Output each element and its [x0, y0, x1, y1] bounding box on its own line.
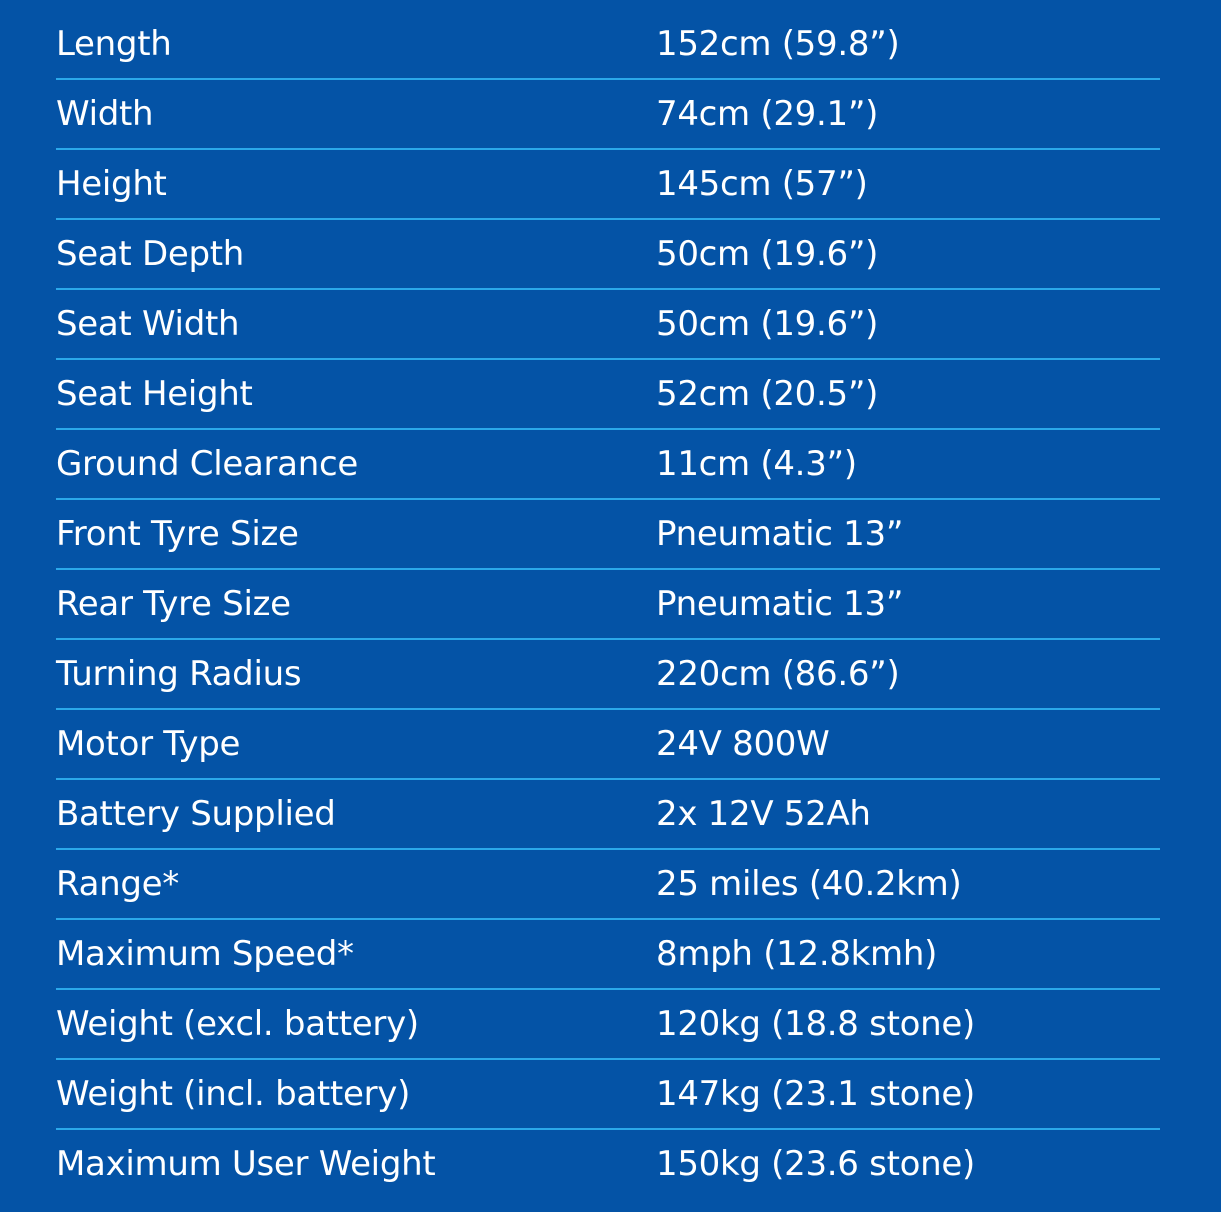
spec-value: Pneumatic 13” — [656, 584, 904, 624]
spec-label: Range* — [56, 864, 179, 904]
spec-row-range — [56, 850, 1160, 920]
spec-row-ground-clearance — [56, 430, 1160, 500]
spec-row-motor-type — [56, 710, 1160, 780]
spec-row-maximum-user-weight — [56, 1130, 1160, 1200]
spec-label: Front Tyre Size — [56, 514, 299, 554]
spec-value: Pneumatic 13” — [656, 514, 904, 554]
spec-label: Length — [56, 24, 172, 64]
spec-label: Weight (excl. battery) — [56, 1004, 419, 1044]
spec-row-height — [56, 150, 1160, 220]
spec-value: 152cm (59.8”) — [656, 24, 900, 64]
spec-label: Maximum Speed* — [56, 934, 354, 974]
spec-table — [56, 10, 1160, 1200]
spec-value: 120kg (18.8 stone) — [656, 1004, 975, 1044]
spec-label: Seat Height — [56, 374, 253, 414]
spec-row-battery-supplied — [56, 780, 1160, 850]
spec-row-length — [56, 10, 1160, 80]
spec-value: 50cm (19.6”) — [656, 234, 879, 274]
spec-value: 25 miles (40.2km) — [656, 864, 962, 904]
spec-label: Seat Width — [56, 304, 240, 344]
spec-value: 50cm (19.6”) — [656, 304, 879, 344]
spec-row-maximum-speed — [56, 920, 1160, 990]
spec-value: 24V 800W — [656, 724, 830, 764]
spec-value: 2x 12V 52Ah — [656, 794, 871, 834]
spec-label: Weight (incl. battery) — [56, 1074, 411, 1114]
spec-label: Seat Depth — [56, 234, 245, 274]
spec-label: Maximum User Weight — [56, 1144, 436, 1184]
spec-value: 147kg (23.1 stone) — [656, 1074, 975, 1114]
spec-row-seat-depth — [56, 220, 1160, 290]
spec-label: Width — [56, 94, 154, 134]
spec-label: Rear Tyre Size — [56, 584, 291, 624]
spec-row-weight-incl-battery — [56, 1060, 1160, 1130]
spec-value: 11cm (4.3”) — [656, 444, 857, 484]
spec-row-rear-tyre-size — [56, 570, 1160, 640]
spec-row-width — [56, 80, 1160, 150]
spec-value: 52cm (20.5”) — [656, 374, 879, 414]
spec-row-turning-radius — [56, 640, 1160, 710]
spec-label: Height — [56, 164, 167, 204]
spec-row-seat-width — [56, 290, 1160, 360]
spec-value: 145cm (57”) — [656, 164, 868, 204]
spec-label: Ground Clearance — [56, 444, 358, 484]
spec-value: 74cm (29.1”) — [656, 94, 879, 134]
spec-value: 150kg (23.6 stone) — [656, 1144, 975, 1184]
spec-value: 220cm (86.6”) — [656, 654, 900, 694]
spec-label: Turning Radius — [56, 654, 302, 694]
spec-row-front-tyre-size — [56, 500, 1160, 570]
spec-label: Battery Supplied — [56, 794, 336, 834]
spec-row-weight-excl-battery — [56, 990, 1160, 1060]
spec-row-seat-height — [56, 360, 1160, 430]
spec-label: Motor Type — [56, 724, 241, 764]
spec-value: 8mph (12.8kmh) — [656, 934, 938, 974]
